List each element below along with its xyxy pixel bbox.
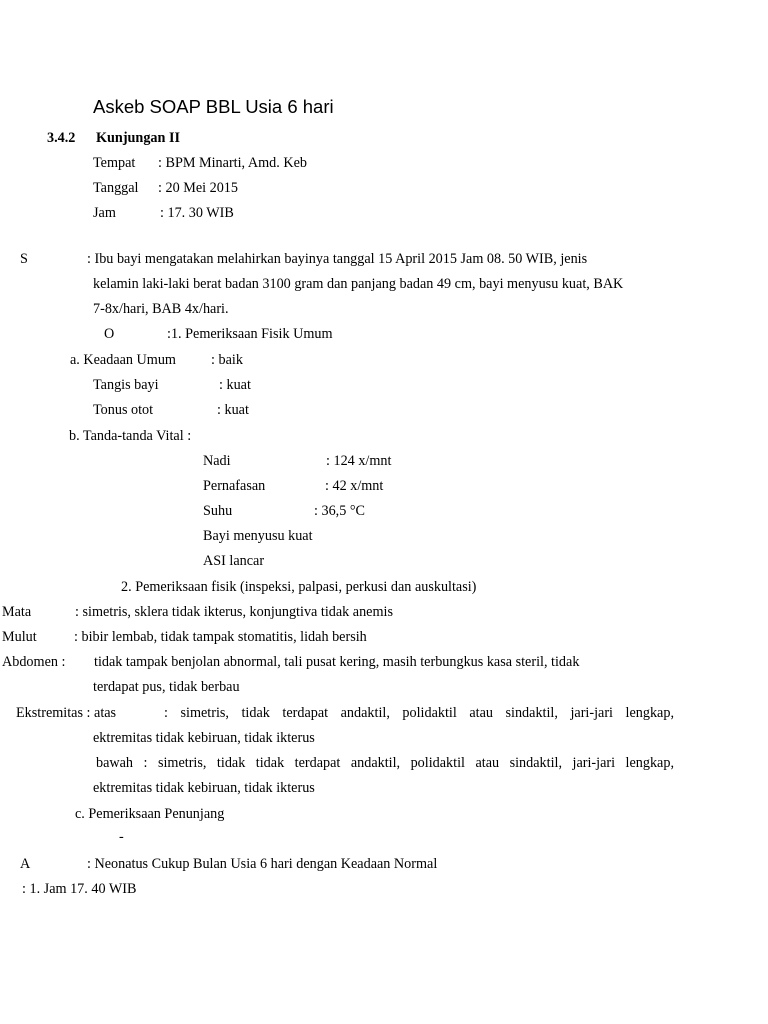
extremities-upper-line-2: ektremitas tidak kebiruan, tidak ikterus <box>93 730 315 746</box>
extremities-lower-line-2: ektremitas tidak kebiruan, tidak ikterus <box>93 780 315 796</box>
cry-value: : kuat <box>219 377 251 393</box>
page-title: Askeb SOAP BBL Usia 6 hari <box>93 96 334 117</box>
physical-heading: 2. Pemeriksaan fisik (inspeksi, palpasi, perkusi dan auskultasi) <box>121 579 477 595</box>
assessment-value: : Neonatus Cukup Bulan Usia 6 hari dengan Keadaan Normal <box>87 856 438 872</box>
eyes-value: : simetris, sklera tidak ikterus, konjungtiva tidak anemis <box>75 604 393 620</box>
pulse-value: : 124 x/mnt <box>326 453 392 469</box>
extremities-upper-line-1: : simetris, tidak terdapat andaktil, polidaktil atau sindaktil, jari-jari lengkap, <box>164 705 674 721</box>
extremities-lower-line-1: bawah : simetris, tidak tidak terdapat andaktil, polidaktil atau sindaktil, jari-jari lengkap, <box>96 755 674 771</box>
visit-time-label: Jam <box>93 205 116 221</box>
eyes-label: Mata <box>2 604 32 620</box>
objective-letter: O <box>104 326 115 342</box>
temperature-label: Suhu <box>203 503 233 519</box>
abdomen-line-2: terdapat pus, tidak berbau <box>93 679 240 695</box>
vitals-note-2: ASI lancar <box>203 553 265 569</box>
cry-label: Tangis bayi <box>93 377 159 393</box>
objective-heading: :1. Pemeriksaan Fisik Umum <box>167 326 333 342</box>
general-value: : baik <box>211 352 243 368</box>
subjective-line-1: : Ibu bayi mengatakan melahirkan bayinya tanggal 15 April 2015 Jam 08. 50 WIB, jenis <box>87 251 588 267</box>
visit-date-label: Tanggal <box>93 180 139 196</box>
pulse-label: Nadi <box>203 453 231 469</box>
respiration-label: Pernafasan <box>203 478 266 494</box>
support-value: - <box>119 829 124 845</box>
temperature-value: : 36,5 °C <box>314 503 366 519</box>
abdomen-label: Abdomen : <box>2 654 66 670</box>
general-heading: a. Keadaan Umum <box>70 352 176 368</box>
section-heading: Kunjungan II <box>96 130 180 146</box>
visit-place-label: Tempat <box>93 155 136 171</box>
visit-time-value: : 17. 30 WIB <box>160 205 234 221</box>
mouth-value: : bibir lembab, tidak tampak stomatitis, lidah bersih <box>74 629 367 645</box>
subjective-line-2: kelamin laki-laki berat badan 3100 gram dan panjang badan 49 cm, bayi menyusu kuat, BAK <box>93 276 624 292</box>
plan-line-1: : 1. Jam 17. 40 WIB <box>22 881 137 897</box>
mouth-label: Mulut <box>2 629 37 645</box>
abdomen-line-1: tidak tampak benjolan abnormal, tali pusat kering, masih terbungkus kasa steril, tidak <box>94 654 580 670</box>
subjective-line-3: 7-8x/hari, BAB 4x/hari. <box>93 301 229 317</box>
vitals-heading: b. Tanda-tanda Vital : <box>69 428 192 444</box>
section-number: 3.4.2 <box>47 130 76 146</box>
visit-date-value: : 20 Mei 2015 <box>158 180 238 196</box>
tone-label: Tonus otot <box>93 402 154 418</box>
tone-value: : kuat <box>217 402 249 418</box>
vitals-note-1: Bayi menyusu kuat <box>203 528 313 544</box>
visit-place-value: : BPM Minarti, Amd. Keb <box>158 155 307 171</box>
assessment-letter: A <box>20 856 31 872</box>
respiration-value: : 42 x/mnt <box>325 478 384 494</box>
support-heading: c. Pemeriksaan Penunjang <box>75 806 225 822</box>
extremities-label: Ekstremitas : atas <box>16 705 117 721</box>
subjective-letter: S <box>20 251 28 267</box>
